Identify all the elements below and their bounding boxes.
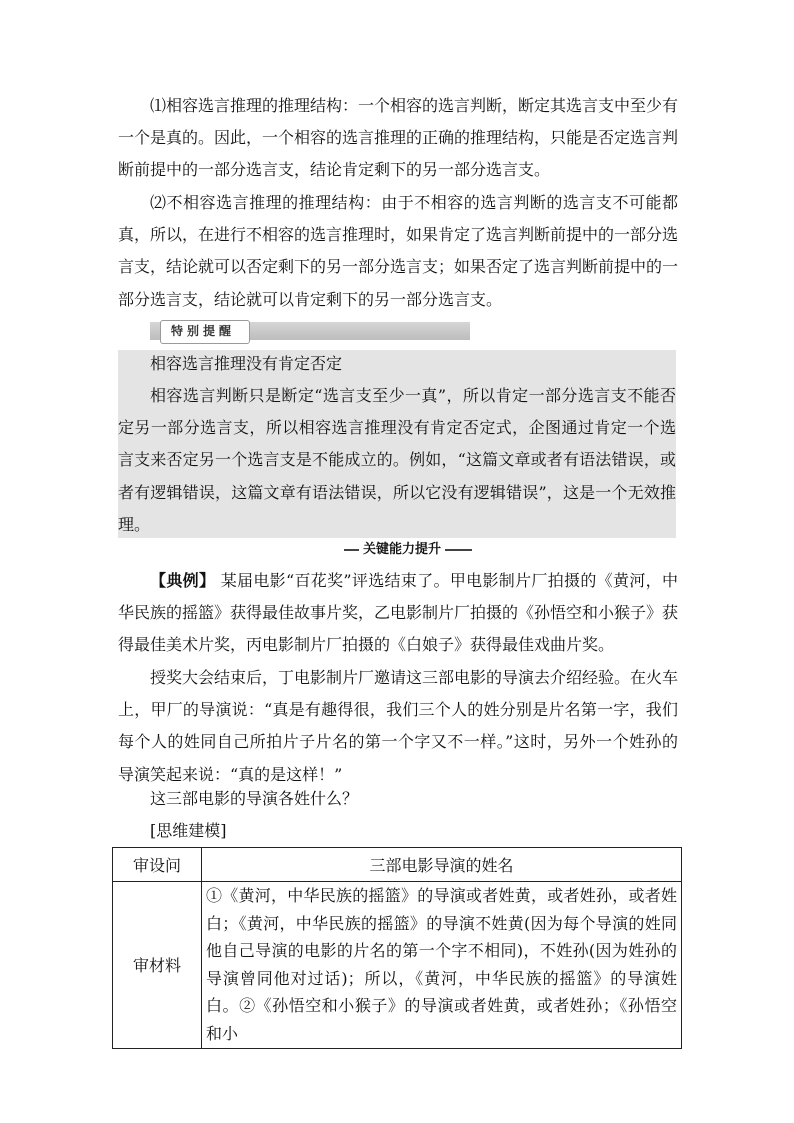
table-row-label: 审材料 [113,882,202,1049]
section-title-text: 关键能力提升 [359,541,445,559]
example-question: 这三部电影的导演各姓什么？ [150,789,359,808]
paragraph-incompatible-structure: ⑵不相容选言推理的推理结构：由于不相容的选言判断的选言支不可能都真，所以，在进行不相容的选言推理时，如果肯定了选言判断前提中的一部分选言支，结论就可以否定剩下的另一部分选言支；如果否定了选言判断前提中的一部分选言支，结论就可以肯定剩下的另一部分选言支。 [118,193,679,309]
table-header-row [113,848,682,882]
table-row [113,882,682,1049]
table-header-left: 审设问 [113,848,202,882]
section-title [344,541,474,559]
example-paragraph-1 [118,565,678,662]
table-header-right: 三部电影导演的姓名 [202,848,682,882]
table-row-text: ①《黄河，中华民族的摇篮》的导演或者姓黄，或者姓孙，或者姓白；《黄河，中华民族的摇篮》的导演不姓黄(因为每个导演的姓同他自己导演的电影的片名的第一个字不相同)，不姓孙(因为姓孙的导演曾同他对过话)；所以，《黄河，中华民族的摇篮》的导演姓白。②《孙悟空和小猴子》的导演或者姓黄，或者姓孙；《孙悟空和小 [202,882,682,1049]
tip-label: 特别提醒 [160,320,250,344]
analysis-table [112,847,682,1049]
tip-box [118,350,676,538]
example-paragraph-2: 授奖大会结束后，丁电影制片厂邀请这三部电影的导演去介绍经验。在火车上，甲厂的导演说：“真是有趣得很，我们三个人的姓分别是片名第一字，我们每个人的姓同自己所拍片子片名的第一个字又不一样。”这时，另外一个姓孙的导演笑起来说：“真的是这样！” [118,668,679,784]
model-label: [思维建模] [150,821,227,840]
tip-body: 相容选言判断只是断定“选言支至少一真”，所以肯定一部分选言支不能否定另一部分选言支，所以相容选言推理没有肯定否定式，企图通过肯定一个选言支来否定另一个选言支是不能成立的。例如，“这篇文章或者有语法错误，或者有逻辑错误，这篇文章有语法错误，所以它没有逻辑错误”，这是一个无效推理。 [118,386,676,534]
paragraph-compatible-structure: ⑴相容选言推理的推理结构：一个相容的选言判断，断定其选言支中至少有一个是真的。因此，一个相容的选言推理的正确的推理结构，只能是否定选言判断前提中的一部分选言支，结论肯定剩下的另一部分选言支。 [118,96,679,180]
example-label: 【典例】 [150,571,216,590]
example-text-1: 某届电影“百花奖”评选结束了。甲电影制片厂拍摄的《黄河，中华民族的摇篮》获得最佳故事片奖，乙电影制片厂拍摄的《孙悟空和小猴子》获得最佳美术片奖，丙电影制片厂拍摄的《白娘子》获得最佳戏曲片奖。 [118,571,679,655]
tip-title: 相容选言推理没有肯定否定 [150,354,343,373]
